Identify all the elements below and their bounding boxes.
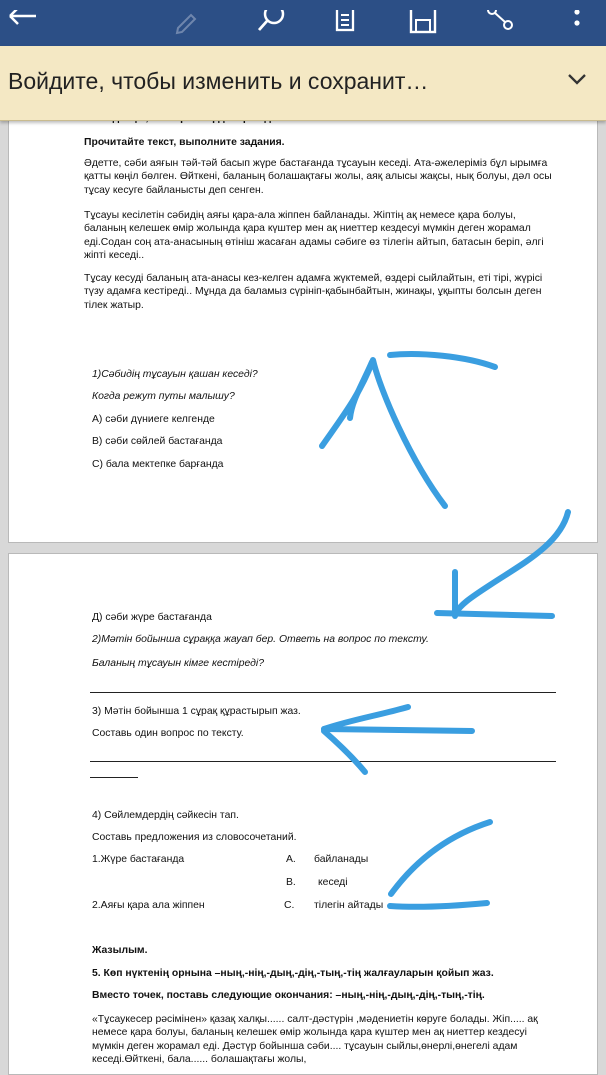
- page1-instruction: [84, 136, 554, 149]
- match-left: 2.Аяғы қара ала жіппен: [92, 900, 205, 911]
- match-left: 1.Жүре бастағанда: [92, 854, 185, 865]
- match-right: кеседі: [318, 877, 348, 888]
- expand-banner-button[interactable]: [566, 72, 588, 91]
- answer-line-3: [90, 777, 138, 778]
- document-icon: [334, 10, 356, 36]
- option-d: Д) сәби жүре бастағанда: [92, 612, 212, 623]
- question-1: 1)Сәбидің тұсауын қашан кеседі?: [92, 369, 258, 380]
- task-5: 5. Көп нүктенің орнына –ның,-нің,-дың,-дің,-тың,-тің жалғауларын қойып жаз.: [92, 968, 494, 979]
- question-2: 2)Мәтін бойынша сұраққа жауап бер. Ответь на вопрос по тексту.: [92, 634, 429, 645]
- page1-paragraph-3: [84, 272, 554, 312]
- arrow-left-icon: [6, 10, 40, 36]
- question-1-ru: Когда режут путы малышу?: [92, 391, 235, 402]
- match-right: байланады: [314, 854, 369, 865]
- edit-button[interactable]: [170, 0, 200, 46]
- paragraph-2: Тұсауы кесілетін сәбидің аяғы қара-ала жіппен байланады. Жіптің ақ немесе қара болуы, баланың келешек өмір жолында қара күштер мен ақ ниеттер кездесуі мүмкін деген жорамал еді.Содан соң ата-анасының өтініш жасаған адамы сәбиге өз тілегін айтып, батасын беріп, әлгі жіпті кеседі..: [84, 210, 544, 262]
- question-4: 4) Сөйлемдердің сәйкесін тап.: [92, 810, 239, 821]
- pencil-icon: [173, 10, 197, 36]
- chevron-down-icon: [566, 72, 588, 86]
- section-heading: Жазылым.: [92, 945, 148, 956]
- match-letter: С.: [284, 900, 295, 911]
- more-vertical-icon: [572, 10, 582, 36]
- question-4-ru: Составь предложения из словосочетаний.: [92, 832, 297, 843]
- page1-paragraph-2: [84, 209, 554, 263]
- match-letter: А.: [286, 854, 296, 865]
- match-letter: В.: [286, 877, 296, 888]
- paragraph-last: «Тұсаукесер рәсімінен» қазақ халқы...... салт-дәстүрін ,мәдениетін көруге болады. Жіп..... ақ немесе қара болуы, баланың келешек өмір жолында қара күштер мен ақ ниеттер кездесуі мүмкін деген жорамал еді. Дәстүр бойынша сәби.... тұсауын сыйлы,өнерлі,өнегелі адам кеседі.Өйткені, бала...... болашақтағы жолы,: [92, 1014, 538, 1066]
- answer-line-1: [90, 692, 556, 693]
- back-button[interactable]: [0, 0, 46, 46]
- instruction-text: Прочитайте текст, выполните задания.: [84, 137, 285, 148]
- answer-line-2: [90, 761, 556, 762]
- save-icon: [408, 10, 438, 36]
- sign-in-banner[interactable]: [0, 46, 606, 121]
- task-5-ru: Вместо точек, поставь следующие окончания: –ның,-нің,-дың,-дің,-тың,-тің.: [92, 990, 485, 1001]
- search-button[interactable]: [250, 0, 290, 46]
- question-2-sub: Баланың тұсауын кімге кестіреді?: [92, 658, 264, 669]
- paragraph-1: Әдетте, сәби аяғын тәй-тәй басып жүре бастағанда тұсауын кеседі. Ата-әжелеріміз бұл ырымға қатты көңіл бөлген. Өйткені, баланың болашақтағы жолы, аяқ алысы жақсы, нық болуы, дәл осы тұсау кесуге байланысты деп сенген.: [84, 158, 552, 196]
- option-a: А) сәби дүниеге келгенде: [92, 414, 215, 425]
- question-3: 3) Мәтін бойынша 1 сұрақ құрастырып жаз.: [92, 706, 301, 717]
- sign-in-banner-text: Войдите, чтобы изменить и сохранит…: [8, 68, 429, 94]
- document-view-button[interactable]: [330, 0, 360, 46]
- save-button[interactable]: [405, 0, 441, 46]
- share-icon: [484, 10, 516, 36]
- search-icon: [255, 10, 285, 36]
- match-right: тілегін айтады: [314, 900, 384, 911]
- paragraph-3: Тұсау кесуді баланың ата-анасы кез-келген адамға жүктемей, өздері сыйлайтын, еті тірі, жүрісі түзу адамға кестіреді.. Мұнда да баламыз сүрініп-қабынбайтын, жинақы, ұқыпты болсын деген тілек жатыр.: [84, 273, 543, 311]
- option-b: В) сәби сөйлей бастағанда: [92, 436, 223, 447]
- share-button[interactable]: [482, 0, 518, 46]
- question-3-ru: Составь один вопрос по тексту.: [92, 728, 244, 739]
- app-toolbar: [0, 0, 606, 46]
- option-c: С) бала мектепке барғанда: [92, 459, 224, 470]
- page1-paragraph-1: [84, 157, 554, 197]
- more-menu-button[interactable]: [562, 0, 592, 46]
